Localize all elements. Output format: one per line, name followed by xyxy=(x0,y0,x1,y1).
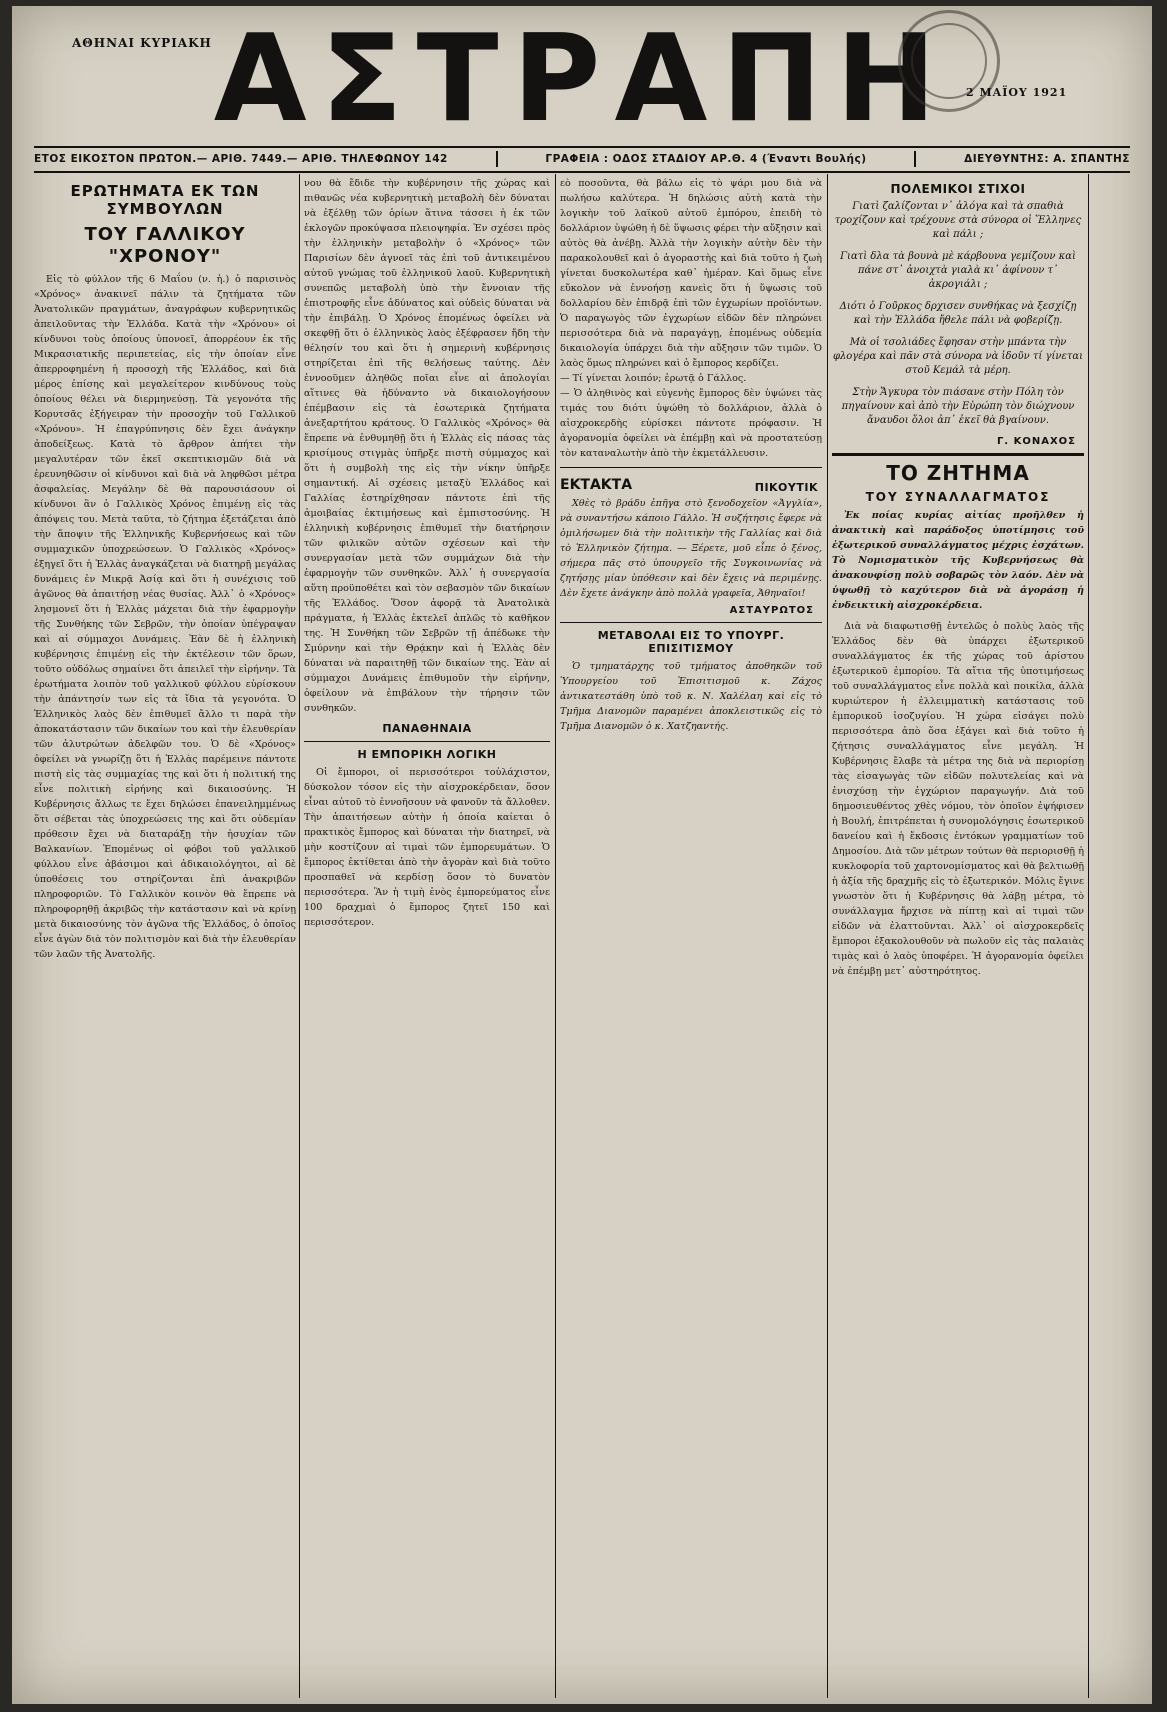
divider xyxy=(560,467,822,468)
column-divider xyxy=(1088,174,1089,1698)
masthead-rule-bottom xyxy=(34,171,1130,173)
article-body: Εἰς τὸ φύλλον τῆς 6 Μαΐου (ν. ἡ.) ὁ παρισινὸς «Χρόνος» ἀνακινεῖ πάλιν τὰ ζητήματα τῶν Ἀνατολικῶν πραγμάτων, ἀναγράφων κυβερνητικῶς ἀπειλοῦντας τὴν Ἑλλάδα. Κατὰ τὴν «Χρόνου» οἱ κίνδυνοι τοὺς ὁποίους ὑπονοεῖ, ἀπορρέουν ἐκ τῆς Μικρασιατικῆς περιπετείας, εἰς τὴν ὁποίαν εἶνε ἀπερροφημένη ἡ προσοχὴ τῆς Ἑλλάδος, καὶ διὰ μέρος ἐπίσης καὶ μεγαλείτερον κινδύνους τοὺς ὁποίους θέλει νὰ διερμηνεύσῃ. Τὰ γεγονότα τῆς Κορυτσᾶς ἐξήγειραν τὴν προσοχὴν τοῦ Γαλλικοῦ «Χρόνου». Ἡ ἐπαγρύπνησις δὲν ἔχει ἀνάγκην ἀποδείξεως. Κατὰ τὸ ἄρθρον ἀπήτει τὴν μεγαλυτέραν τῶν ἐκεῖ σκεπτικισμῶν διὰ νὰ ἐρευνηθῶσιν οἱ κίνδυνοι καὶ διὰ νὰ ληφθῶσι μέτρα ἀσφαλείας. Μεγάλην δὲ θὰ παρουσιάσουν οἱ κίνδυνοι ἂν ὁ Γαλλικὸς Χρόνος ἐπιμένῃ εἰς τὰς ἀπόψεις του. Μετὰ ταῦτα, τὸ ζήτημα ἐξετάζεται ἀπὸ τὴν ἄποψιν τῆς Ἑλληνικῆς Κυβερνήσεως καὶ τῶν συμμαχικῶν ὑποχρεώσεων. Ὁ Γαλλικὸς «Χρόνος» ἐξηγεῖ ὅτι ἡ Ἑλλὰς ἀναγκάζεται νὰ διατηρῇ μεγάλας δυνάμεις ἐν Μικρᾷ Ἀσίᾳ καὶ ὅτι ἡ συνέχισις τοῦ ἀγῶνος θὰ ἀπαιτήσῃ νέας θυσίας. Ἀλλ᾽ ὁ «Χρόνος» λησμονεῖ ὅτι ἡ Ἑλλὰς μάχεται διὰ τὴν ἐφαρμογὴν τῆς Συνθήκης τῶν Σεβρῶν, τὴν ὁποίαν ὑπέγραψαν καὶ αἱ σύμμαχοι Δυνάμεις. Ἐὰν δὲ ἡ ἑλληνικὴ κυβέρνησις ἐπιμένῃ εἰς τὴν ἐκτέλεσιν τῶν ὅρων, τοῦτο οὐδόλως σημαίνει ὅτι ἀπειλεῖ τὴν εἰρήνην. Τὰ ἐρωτήματα λοιπὸν τοῦ γαλλικοῦ φύλλου εὑρίσκουν τὴν ἀπάντησίν των εἰς τὰ ἴδια τὰ γεγονότα. Ὁ Ἑλληνικὸς λαὸς δὲν ἐπιθυμεῖ ἄλλο τι παρὰ τὴν ἀποκατάστασιν τῶν δικαίων του καὶ τὴν ἐλευθερίαν τῶν ἀλυτρώτων ἀδελφῶν του. Ὁ δὲ «Χρόνος» ὀφείλει νὰ γνωρίζῃ ὅτι ἡ Ἑλλὰς παρέμεινε πάντοτε πιστὴ εἰς τὰς συμμαχίας της καὶ ὅτι ἡ πολιτική της εἶνε πολιτικὴ εἰρήνης καὶ δικαιοσύνης. Ἡ Κυβέρνησις ἄλλως τε ἔχει δηλώσει ἐπανειλημμένως ὅτι σέβεται τὰς ὑποχρεώσεις της καὶ ὅτι οὐδεμίαν πρόθεσιν ἔχει νὰ διαταράξῃ τὴν ἡσυχίαν τῶν Βαλκανίων. Ἐπομένως οἱ φόβοι τοῦ γαλλικοῦ φύλλου εἶνε ἀβάσιμοι καὶ ἀδικαιολόγητοι, αἱ δὲ ὑποθέσεις του στηρίζονται ἐπὶ ἀνακριβῶν πληροφοριῶν. Τὸ Γαλλικὸν κοινὸν θὰ ἔπρεπε νὰ πληροφορηθῇ ἀκριβῶς τὴν κατάστασιν καὶ νὰ κρίνῃ μετὰ δικαιοσύνης τὸν ἀγῶνα τῆς Ἑλλάδος, ὁ ὁποῖος εἶνε ἀγὼν διὰ τὸν πολιτισμὸν καὶ διὰ τὴν ἐλευθερίαν τῶν λαῶν τῆς Ἀνατολῆς. xyxy=(34,274,296,960)
article-headline-2: ΤΟΥ ΓΑΛΛΙΚΟΥ "ΧΡΟΝΟΥ" xyxy=(84,224,246,267)
article-continuation: νου θὰ ἔδιδε τὴν κυβέρνησιν τῆς χώρας καὶ πιθανῶς νέα κυβερνητικὴ μεταβολὴ δὲν δύναται νὰ ἐξέλθῃ τῶν ὁρίων ἅτινα τάσσει ἡ ἐκ τῶν ἐκλογῶν προκύψασα πλειοψηφία. Ἐν σχέσει πρὸς τὴν ἑλληνικὴν μεταβολὴν ὁ «Χρόνος» τῶν Παρισίων δὲν ἀγνοεῖ τὰς ἐπὶ τοῦ ἀντικειμένου αὐτοῦ γνώμας τοῦ ἑλληνικοῦ λαοῦ. Κυβερνητικὴ συνεπῶς μεταβολὴ ὑπὸ τὴν ἔννοιαν τῆς ἐπιστροφῆς εἶνε ἀδύνατος καὶ οὐδεὶς δύναται νὰ τὴν ἐπιβάλῃ. Ὁ Χρόνος ἐπομένως ὀφείλει νὰ σκεφθῇ ὅτι ὁ ἑλληνικὸς λαὸς ἐξέφρασεν ἤδη τὴν θέλησίν του καὶ ὅτι ἡ σημερινὴ κυβέρνησις στηρίζεται ἐπὶ τῆς θελήσεως ταύτης. Δὲν ἐννοοῦμεν ἀληθῶς ποῖαι εἶνε αἱ ἀπολογίαι αἵτινες θὰ ἠδύναντο νὰ δικαιολογήσουν ἐπέμβασιν εἰς τὰ ἐσωτερικὰ ζητήματα ἀνεξαρτήτου κράτους. Ὁ Γαλλικὸς «Χρόνος» θὰ ἔπρεπε νὰ ἐνθυμηθῇ ὅτι ἡ Ἑλλὰς εἰς πάσας τὰς κρισίμους στιγμὰς ὑπῆρξε πιστὴ σύμμαχος καὶ ὅτι ἡ συμβολὴ της εἰς τὴν νίκην ὑπῆρξε σημαντική. Αἱ σχέσεις μεταξὺ Ἑλλάδος καὶ Γαλλίας ἐστηρίχθησαν πάντοτε ἐπὶ τῆς ἀμοιβαίας ἐκτιμήσεως καὶ ἐμπιστοσύνης. Ἡ ἑλληνικὴ κυβέρνησις ἐπιθυμεῖ τὴν διατήρησιν τῶν φιλικῶν αὐτῶν σχέσεων καὶ τὴν συνεργασίαν μετὰ τῶν συμμάχων διὰ τὴν ἐφαρμογὴν τῶν συνθηκῶν. Ἀλλ᾽ ἡ συνεργασία αὕτη προϋποθέτει καὶ τὸν σεβασμὸν τῶν δικαίων τῆς Ἑλλάδος. Ὅσον ἀφορᾷ τὰ Ἀνατολικὰ πράγματα, ἡ Ἑλλὰς ἐκτελεῖ ἀπλῶς τὸ καθῆκον της. Ἡ Συνθήκη τῶν Σεβρῶν τῇ ἀπέδωκε τὴν Σμύρνην καὶ τὴν Θρᾴκην καὶ ἡ Ἑλλὰς δὲν δύναται νὰ παραιτηθῇ τῶν δικαίων της. Ἐὰν αἱ σύμμαχοι Δυνάμεις ἐπιθυμοῦν τὴν εἰρήνην, ὀφείλουν νὰ ἐπιβάλουν τὴν τήρησιν τῶν συνθηκῶν. xyxy=(304,178,550,714)
ektakta-header xyxy=(560,474,822,496)
panathinaia-heading: ΠΑΝΑΘΗΝΑΙΑ xyxy=(382,722,472,735)
poem xyxy=(832,200,1084,428)
column-divider xyxy=(299,174,300,1698)
masthead-infobar xyxy=(34,150,1130,168)
poem-heading: ΠΟΛΕΜΙΚΟΙ ΣΤΙΧΟΙ xyxy=(890,182,1026,196)
divider xyxy=(560,622,822,623)
exchange-headline: ΤΟ ΖΗΤΗΜΑ xyxy=(886,461,1030,485)
column-divider xyxy=(555,174,556,1698)
poem-signature: Γ. ΚΟΝΑΧΟΣ xyxy=(996,436,1076,447)
metavolai-body: Ὁ τμηματάρχης τοῦ τμήματος ἀποθηκῶν τοῦ Ὑπουργείου τοῦ Ἐπισιτισμοῦ κ. Ζάχος ἀντικατεστάθη ὑπὸ τοῦ κ. Ν. Χαλέλαη καὶ εἰς τὸ Τμῆμα Διανομῶν παραμένει ἀποκλειστικῶς εἰς τὸ Τμῆμα Διανομῶν ὁ κ. Χατζηαντής. xyxy=(560,661,822,732)
newspaper-page xyxy=(12,6,1152,1704)
exchange-body: Διὰ νὰ διαφωτισθῇ ἐντελῶς ὁ πολὺς λαὸς τῆς Ἑλλάδος δὲν θὰ ὑπάρχει ἐξωτερικοῦ συναλλάγματος ἐκ τῆς χώρας τοῦ ἀρίστου ἐξωτερικοῦ ἐμπορίου. Τὰ αἴτια τῆς ὑποτιμήσεως τοῦ συναλλάγματος εἶνε πολλὰ καὶ ποικίλα, ἀλλὰ κυριώτερον ἡ ἐλλειμματικὴ κατάστασις τοῦ ἐμπορικοῦ ἰσοζυγίου. Ἡ χώρα εἰσάγει πολὺ περισσότερα ἀπὸ ὅσα ἐξάγει καὶ διὰ τοῦτο ἡ ζήτησις συναλλάγματος εἶνε μεγάλη. Ἡ Κυβέρνησις ἔλαβε τὰ μέτρα της διὰ νὰ περιορίσῃ τὰς εἰσαγωγὰς τῶν εἰδῶν πολυτελείας καὶ νὰ ἐνισχύσῃ τὴν ἐγχώριον παραγωγήν. Διὰ τοῦ δημοσιευθέντος χθὲς νόμου, τὸν ὁποῖον ἐψήφισεν ἡ Βουλή, ἐπιτρέπεται ἡ συνομολόγησις ἐσωτερικοῦ δανείου καὶ ἡ ἔκδοσις ἐντόκων γραμματίων τοῦ Δημοσίου. Διὰ τῶν μέτρων τούτων θὰ περιορισθῇ ἡ κυκλοφορία τοῦ χαρτονομίσματος καὶ θὰ βελτιωθῇ ἡ ἀξία τῆς δραχμῆς εἰς τὸ ἐξωτερικόν. Μόλις ἔγινε γνωστὸν ὅτι ἡ Κυβέρνησις θὰ λάβῃ μέτρα, τὸ συνάλλαγμα ἤρχισε νὰ πίπτῃ καὶ αἱ τιμαὶ τῶν εἰδῶν νὰ ἐλαττοῦνται. Ἀλλ᾽ οἱ αἰσχροκερδεῖς ἔμποροι ἐξακολουθοῦν νὰ πωλοῦν εἰς τὰς παλαιὰς τιμὰς καὶ ὁ λαὸς ὑποφέρει. Ἡ ἀγορανομία ὀφείλει νὰ ἐπέμβῃ μετ᾽ αὐστηρότητος. xyxy=(832,621,1084,977)
year-issue-info: ΕΤΟΣ ΕΙΚΟΣΤΟΝ ΠΡΩΤΟΝ.— ΑΡΙΘ. 7449.— ΑΡΙΘ. ΤΗΛΕΦΩΝΟΥ 142 xyxy=(34,153,448,165)
masthead-title: ΑΣΤΡΑΠΗ xyxy=(213,10,951,149)
poem-stanza: Γιατὶ δλα τὰ βουνὰ μὲ κάρβουνα γεμίζουν καὶ πάνε στ᾽ ἀνοιχτὰ γιαλὰ κι᾽ ἀφίνουν τ᾽ ἀκρογιάλι ; xyxy=(840,251,1076,290)
column-3 xyxy=(560,176,822,1698)
article-headline: ΕΡΩΤΗΜΑΤΑ ΕΚ ΤΩΝ ΣΥΜΒΟΥΛΩΝ xyxy=(70,182,260,218)
offices-info: ΓΡΑΦΕΙΑ : ΟΔΟΣ ΣΤΑΔΙΟΥ ΑΡ.Θ. 4 (Έναντι Βουλής) xyxy=(545,153,867,165)
pikoutik-heading: ΠΙΚΟΥΤΙΚ xyxy=(754,481,818,494)
ektakta-signature: ΑΣΤΑΥΡΩΤΟΣ xyxy=(729,605,814,616)
column-divider xyxy=(827,174,828,1698)
metavolai-heading: ΜΕΤΑΒΟΛΑΙ ΕΙΣ ΤΟ ΥΠΟΥΡΓ. ΕΠΙΣΙΤΙΣΜΟΥ xyxy=(597,629,785,655)
masthead-rule-top xyxy=(34,146,1130,148)
divider xyxy=(914,151,916,167)
column-1 xyxy=(34,176,296,1698)
exchange-lead: Ἐκ ποίας κυρίας αἰτίας προῆλθεν ἡ ἀνακτικὴ καὶ παράδοξος ὑποτίμησις τοῦ ἐξωτερικοῦ συναλλάγματος μέχρις ἐσχάτων. Τὸ Νομισματικὸν τῆς Κυβερνήσεως θὰ ἀνακουφίσῃ πολὺ σοβαρῶς τὸν λαόν. Δὲν νὰ ὑψωθῇ τὸ καχύτερον διὰ νὰ ἀγοράσῃ ἡ ἐνδεικτικὴ αἰσχροκέρδεια. xyxy=(832,510,1084,611)
poem-stanza: Διότι ὁ Γοῦρκος δρχισεν συνθήκας νὰ ξεσχίζῃ καὶ τὴν Ἑλλάδα ἤθελε πάλι νὰ φοβερίζῃ. xyxy=(839,301,1077,326)
divider xyxy=(496,151,498,167)
column-4 xyxy=(832,176,1084,1698)
director-info: ΔΙΕΥΘΥΝΤΗΣ: Α. ΣΠΑΝΤΗΣ xyxy=(964,153,1130,165)
column-2 xyxy=(304,176,550,1698)
commercial-logic-continuation: εὸ ποσοῦντα, θὰ βάλω εἰς τὸ ψάρι μου διὰ νὰ πωλήσω καλύτερα. Ἡ δηλώσις αὐτὴ κατὰ τὴν λογικὴν τοῦ λαϊκοῦ αὐτοῦ ἐμπόρου, ἐπειδὴ τὸ δολλάριον ὑψώθη ἡ δὲ ὕψωσις φέρει τὴν αὔξησιν καὶ αὐτὸς θὰ ἀνέβῃ. Ἀλλὰ τὴν λογικὴν αὐτὴν δὲν τὴν παρακολουθεῖ καὶ ὁ ἀγοραστὴς καὶ διὰ τοῦτο ἡ ζωὴ γίνεται δυσκολωτέρα καθ᾽ ἡμέραν. Καὶ ὅμως εἶνε εὔκολον νὰ ἐννοήσῃ κανεὶς ὅτι ἡ ὕψωσις τοῦ δολλαρίου δὲν ἐπιδρᾷ ἐπὶ τῶν ἐγχωρίων προϊόντων. Ὁ παραγωγὸς τῶν ἐγχωρίων εἰδῶν δὲν πληρώνει περισσότερα διὰ νὰ παραγάγῃ, ἐπομένως οὐδεμία δικαιολογία ὑπάρχει διὰ τὴν αὔξησιν τῶν τιμῶν. Ὁ λαὸς ὅμως πληρώνει καὶ ὁ ἔμπορος κερδίζει. — Τί γίνεται λοιπόν; ἐρωτᾷ ὁ Γάλλος. — Ὁ ἀληθινὸς καὶ εὐγενὴς ἔμπορος δὲν ὑψώνει τὰς τιμάς του διότι ὑψώθη τὸ δολλάριον, ἀλλὰ ὁ αἰσχροκερδὴς εὑρίσκει πάντοτε πρόφασιν. Ἡ ἀγορανομία ὀφείλει νὰ ἐπέμβῃ καὶ νὰ προστατεύσῃ τὸν καταναλωτὴν ἀπὸ τὴν ἐκμετάλλευσιν. xyxy=(560,178,822,459)
poem-stanza: Γιατὶ ζαλίζονται ν᾽ ἀλόγα καὶ τὰ σπαθιὰ τροχίζουν καὶ τρέχουνε στὰ σύνορα οἱ Ἕλληνες καὶ πάλι ; xyxy=(834,201,1082,240)
masthead-city-day: ΑΘΗΝΑΙ ΚΥΡΙΑΚΗ xyxy=(72,36,212,50)
poem-stanza: Μὰ οἱ τσολιάδες ἔφησαν στὴν μπάντα τὴν φλογέρα καὶ πᾶν στὰ σύνορα νὰ ἰδοῦν τί γίνεται στοῦ Κεμάλ τὰ μέρη. xyxy=(832,337,1084,376)
exchange-headline-2: ΤΟΥ ΣΥΝΑΛΛΑΓΜΑΤΟΣ xyxy=(865,490,1051,504)
ektakta-heading: ΕΚΤΑΚΤΑ xyxy=(560,477,633,493)
masthead-date: 2 ΜΑΪΟΥ 1921 xyxy=(966,86,1068,99)
divider xyxy=(304,741,550,742)
divider xyxy=(832,453,1084,456)
ektakta-body: Χθὲς τὸ βράδυ ἐπῆγα στὸ ξενοδοχεῖον «Ἀγγλία», νὰ συναντήσω κάποιο Γάλλο. Ἡ συζήτησις ἔφερε νὰ ὁμιλήσωμεν διὰ τὴν πολιτικὴν τῆς Γαλλίας καὶ διὰ τὸ Ἑλληνικὸν ζήτημα. — Ξέρετε, μοῦ εἶπε ὁ ξένος, σήμερα πᾶς στὸ ὑπουργεῖο τῆς Συγκοινωνίας νὰ ζητήσῃς μίαν ὑπόθεσιν καὶ δὲν ἔχεις νὰ περιμένῃς. Δὲν ἔχετε ἀνάγκην ἀπὸ πολλὰ γραφεῖα, Ἀθηναῖοι! xyxy=(560,498,822,599)
commercial-logic-body: Οἱ ἔμποροι, οἱ περισσότεροι τοὐλάχιστον, δύσκολον τόσον εἰς τὴν αἰσχροκέρδειαν, ὅσον εἶναι αὐτοῦ τὸ ἐννοῆσουν νὰ φανοῦν τὰ ἄλλοθεν. Τὴν ἀπαιτήσεων αὐτὴν ἡ ὁποία καίεται ὁ πρακτικὸς ἔμπορος καὶ δύναται τὴν διατηρεῖ, νὰ μὴν κοστίζουν αἱ τιμαὶ τῶν ἐμπορευμάτων. Ὁ ἔμπορος ἐκτίθεται ἀπὸ τὴν ἀγορὰν καὶ διὰ τοῦτο προσπαθεῖ νὰ κερδίσῃ ὅσον τὸ δυνατὸν περισσότερα. Ἂν ἡ τιμὴ ἑνὸς ἐμπορεύματος εἶνε 100 δραχμαὶ ὁ ἔμπορος ζητεῖ 150 καὶ περισσότερον. xyxy=(304,767,550,928)
commercial-logic-heading: Η ΕΜΠΟΡΙΚΗ ΛΟΓΙΚΗ xyxy=(357,748,497,761)
poem-stanza: Στὴν Ἄγκυρα τὸν πιάσανε στὴν Πόλη τὸν πηγαίνουν καὶ ἀπὸ τὴν Εὐρώπη τὸν διώχνουν ἄναυδοι ὅλοι ἀπ᾽ ἐκεῖ θὰ βγαίνουν. xyxy=(841,387,1075,426)
